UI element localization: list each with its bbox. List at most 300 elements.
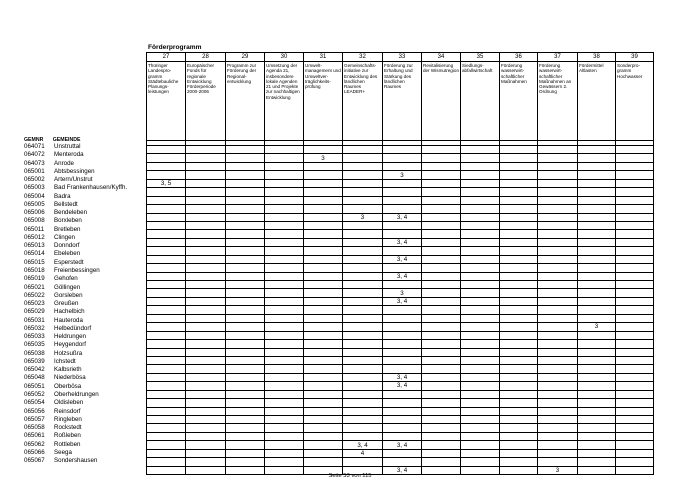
table-cell [500, 297, 538, 305]
table-cell [186, 449, 226, 457]
funding-table [146, 52, 654, 475]
municipality-code: 065013 [24, 242, 45, 250]
table-cell [343, 314, 383, 322]
table-cell [265, 390, 304, 398]
table-cell [500, 416, 538, 424]
table-cell [186, 348, 226, 356]
table-cell [383, 154, 422, 162]
municipality-row [24, 432, 127, 440]
municipality-code: 065005 [24, 200, 45, 208]
table-cell [578, 407, 616, 415]
municipality-name: Oberbösa [54, 382, 82, 390]
table-cell [538, 221, 578, 229]
table-cell [265, 449, 304, 457]
municipality-name: Clingen [54, 233, 75, 241]
table-cell [226, 441, 265, 449]
municipality-code: 065019 [24, 275, 45, 283]
table-cell [461, 171, 500, 179]
table-row [147, 297, 654, 305]
table-cell [422, 323, 461, 331]
table-cell [616, 205, 654, 213]
table-cell [186, 458, 226, 466]
table-cell [616, 449, 654, 457]
municipality-code: 065038 [24, 349, 45, 357]
table-cell [538, 416, 578, 424]
table-cell [616, 272, 654, 280]
table-cell [186, 272, 226, 280]
municipality-code: 064073 [24, 159, 45, 167]
table-cell [304, 205, 343, 213]
table-cell [343, 146, 383, 154]
municipality-row [24, 333, 127, 341]
table-cell [616, 424, 654, 432]
table-cell [304, 230, 343, 238]
table-cell [186, 297, 226, 305]
table-cell [461, 373, 500, 381]
table-cell [500, 154, 538, 162]
table-cell [147, 416, 186, 424]
table-cell [226, 399, 265, 407]
municipality-code: 065014 [24, 250, 45, 258]
table-cell [226, 213, 265, 221]
table-cell [265, 424, 304, 432]
table-cell [186, 171, 226, 179]
table-cell [538, 205, 578, 213]
table-cell: 3 [343, 213, 383, 221]
table-cell [343, 365, 383, 373]
table-cell [343, 382, 383, 390]
municipality-code: 065018 [24, 266, 45, 274]
table-cell [538, 424, 578, 432]
table-cell [422, 382, 461, 390]
table-cell [538, 281, 578, 289]
table-cell [304, 306, 343, 314]
municipality-row [24, 193, 127, 201]
table-cell [383, 281, 422, 289]
table-cell [186, 188, 226, 196]
table-cell [383, 314, 422, 322]
table-cell [578, 365, 616, 373]
table-cell [147, 399, 186, 407]
table-cell [304, 221, 343, 229]
municipality-code: 065021 [24, 283, 45, 291]
table-cell [265, 264, 304, 272]
municipality-row [24, 284, 127, 292]
table-row [147, 230, 654, 238]
table-cell [265, 340, 304, 348]
table-cell [147, 458, 186, 466]
table-cell [265, 323, 304, 331]
gemeinde-header: GEMEINDE [52, 137, 81, 143]
municipality-row [24, 300, 127, 308]
municipality-row [24, 416, 127, 424]
table-cell [226, 449, 265, 457]
table-cell [343, 390, 383, 398]
table-cell [186, 432, 226, 440]
table-cell [422, 238, 461, 246]
table-cell [461, 356, 500, 364]
table-cell [578, 441, 616, 449]
table-cell [538, 297, 578, 305]
table-cell [616, 323, 654, 331]
table-cell [422, 373, 461, 381]
program-number-row [147, 53, 654, 62]
table-cell [265, 171, 304, 179]
municipality-row [24, 424, 127, 432]
table-cell [147, 255, 186, 263]
table-cell [538, 179, 578, 187]
table-cell [500, 407, 538, 415]
program-description: Förderung zur Erhaltung und Stärkung des ländlichen Raumes [383, 62, 422, 141]
municipality-name: Göllingen [54, 283, 81, 291]
table-cell [304, 171, 343, 179]
table-cell [422, 272, 461, 280]
table-cell [226, 340, 265, 348]
table-cell [226, 356, 265, 364]
table-cell [383, 449, 422, 457]
table-cell [616, 306, 654, 314]
table-cell [616, 196, 654, 204]
table-cell [343, 179, 383, 187]
table-cell [147, 221, 186, 229]
table-cell [500, 441, 538, 449]
table-cell [461, 247, 500, 255]
table-cell [147, 188, 186, 196]
table-cell [343, 221, 383, 229]
table-cell [186, 146, 226, 154]
table-cell [226, 432, 265, 440]
table-cell [147, 331, 186, 339]
municipality-name: Bellstedt [54, 200, 78, 208]
program-description: Europäischer Fonds für regionale Entwicklung Förderperiode 2000-2006 [186, 62, 226, 141]
table-cell: 3, 4 [343, 441, 383, 449]
table-cell [538, 188, 578, 196]
municipality-name: Roßleben [54, 432, 81, 440]
table-cell [304, 146, 343, 154]
table-cell [578, 179, 616, 187]
table-cell [538, 230, 578, 238]
municipality-row [24, 217, 127, 225]
table-cell [265, 179, 304, 187]
table-cell [461, 382, 500, 390]
table-cell [265, 247, 304, 255]
table-cell [343, 272, 383, 280]
table-cell [265, 188, 304, 196]
table-cell [265, 356, 304, 364]
table-cell [186, 390, 226, 398]
table-cell [383, 424, 422, 432]
table-cell [383, 230, 422, 238]
table-row [147, 373, 654, 381]
table-cell [500, 205, 538, 213]
table-cell [383, 162, 422, 170]
table-cell [616, 390, 654, 398]
table-cell [422, 247, 461, 255]
municipality-code: 065023 [24, 300, 45, 308]
municipality-row [24, 374, 127, 382]
table-cell [578, 399, 616, 407]
program-number: 31 [304, 53, 343, 62]
table-cell [616, 432, 654, 440]
table-cell [461, 146, 500, 154]
municipality-code: 065048 [24, 374, 45, 382]
table-cell [578, 213, 616, 221]
table-row [147, 281, 654, 289]
table-cell: 3, 4 [383, 297, 422, 305]
table-cell [265, 238, 304, 246]
table-cell [304, 424, 343, 432]
table-cell [147, 230, 186, 238]
table-cell [343, 255, 383, 263]
table-cell [304, 331, 343, 339]
municipality-row [24, 449, 127, 457]
table-cell [422, 162, 461, 170]
table-cell [147, 373, 186, 381]
municipality-row [24, 325, 127, 333]
municipality-code: 065001 [24, 167, 45, 175]
table-cell [500, 365, 538, 373]
table-cell [578, 162, 616, 170]
table-cell [226, 171, 265, 179]
municipality-code: 065058 [24, 424, 45, 432]
table-cell [147, 323, 186, 331]
table-row [147, 205, 654, 213]
table-cell [343, 323, 383, 331]
program-number: 33 [383, 53, 422, 62]
program-description: Siedlungs-abfallwirtschaft [461, 62, 500, 141]
table-cell [265, 281, 304, 289]
table-cell [538, 314, 578, 322]
municipality-row [24, 242, 127, 250]
table-cell [616, 289, 654, 297]
municipality-row [24, 209, 127, 217]
gemnr-header: GEMNR [24, 137, 44, 143]
table-cell [265, 289, 304, 297]
table-cell [147, 297, 186, 305]
table-cell [383, 323, 422, 331]
municipality-name: Unstruttal [54, 143, 81, 150]
table-row [147, 171, 654, 179]
table-cell [578, 356, 616, 364]
table-cell [265, 348, 304, 356]
table-cell [578, 424, 616, 432]
table-cell [461, 458, 500, 466]
table-cell [461, 432, 500, 440]
table-cell [186, 154, 226, 162]
table-cell [461, 255, 500, 263]
table-cell [226, 458, 265, 466]
table-cell [578, 205, 616, 213]
table-cell [343, 407, 383, 415]
table-cell [616, 416, 654, 424]
table-cell [422, 424, 461, 432]
municipality-row [24, 151, 127, 159]
table-cell [578, 390, 616, 398]
table-cell: 3, 4 [383, 466, 422, 474]
municipality-row [24, 350, 127, 358]
table-cell [500, 323, 538, 331]
table-cell [461, 221, 500, 229]
municipality-name: Menteroda [54, 151, 84, 159]
table-cell [500, 272, 538, 280]
table-cell [616, 399, 654, 407]
table-cell [500, 221, 538, 229]
municipality-name: Niederbösa [54, 374, 86, 382]
table-cell [461, 390, 500, 398]
table-cell [461, 289, 500, 297]
table-cell [538, 272, 578, 280]
table-cell [265, 432, 304, 440]
table-cell [343, 238, 383, 246]
table-cell [422, 449, 461, 457]
municipality-name: Kalbsrieth [54, 366, 82, 374]
municipality-name: Oldisleben [54, 399, 84, 407]
table-cell [147, 407, 186, 415]
table-cell [616, 179, 654, 187]
table-cell [578, 432, 616, 440]
table-cell [226, 281, 265, 289]
table-cell [422, 179, 461, 187]
municipality-name: Donndorf [54, 242, 80, 250]
table-cell [578, 297, 616, 305]
table-cell [186, 356, 226, 364]
table-row [147, 416, 654, 424]
table-cell [304, 162, 343, 170]
table-cell [461, 306, 500, 314]
table-cell [147, 281, 186, 289]
municipality-code: 065052 [24, 390, 45, 398]
table-cell [500, 196, 538, 204]
municipality-name: Freienbessingen [54, 266, 100, 274]
table-cell [500, 348, 538, 356]
municipality-code: 065066 [24, 448, 45, 456]
program-number: 34 [422, 53, 461, 62]
table-cell [578, 247, 616, 255]
program-number: 37 [538, 53, 578, 62]
table-cell [383, 247, 422, 255]
table-cell [422, 255, 461, 263]
municipality-name: Sondershausen [54, 457, 98, 465]
table-cell [304, 399, 343, 407]
program-number: 36 [500, 53, 538, 62]
municipality-name: Bendeleben [54, 209, 88, 217]
table-cell [226, 230, 265, 238]
table-cell [538, 432, 578, 440]
table-cell [538, 449, 578, 457]
municipality-row [24, 201, 127, 209]
table-cell [383, 196, 422, 204]
municipality-code: 065011 [24, 225, 45, 233]
table-cell [147, 449, 186, 457]
program-number: 39 [616, 53, 654, 62]
table-cell [500, 314, 538, 322]
table-cell [343, 356, 383, 364]
table-cell [383, 331, 422, 339]
table-cell [538, 365, 578, 373]
table-cell [186, 424, 226, 432]
municipality-row [24, 366, 127, 374]
table-cell [383, 356, 422, 364]
table-cell: 3 [383, 171, 422, 179]
table-cell [578, 272, 616, 280]
table-cell [383, 205, 422, 213]
table-cell [304, 238, 343, 246]
table-cell [500, 255, 538, 263]
table-cell [422, 407, 461, 415]
table-cell [147, 432, 186, 440]
table-cell [461, 281, 500, 289]
municipality-name: Gorsleben [54, 291, 83, 299]
table-cell [538, 390, 578, 398]
table-cell [500, 306, 538, 314]
table-cell [578, 373, 616, 381]
table-cell [147, 289, 186, 297]
program-description: Umwelt-management und Umweltver-träglichkeits-prüfung [304, 62, 343, 141]
program-number: 38 [578, 53, 616, 62]
table-cell [304, 458, 343, 466]
table-cell [304, 390, 343, 398]
table-cell [616, 247, 654, 255]
table-cell [343, 264, 383, 272]
table-cell [578, 171, 616, 179]
table-cell [538, 407, 578, 415]
table-cell [265, 365, 304, 373]
table-cell [578, 221, 616, 229]
municipality-name: Artern/Unstrut [54, 176, 93, 184]
table-cell [265, 162, 304, 170]
table-cell: 3 [578, 323, 616, 331]
table-cell [422, 314, 461, 322]
table-cell [186, 407, 226, 415]
municipality-row [24, 168, 127, 176]
table-cell [461, 179, 500, 187]
municipality-row [24, 457, 127, 465]
table-cell [343, 281, 383, 289]
table-cell [226, 179, 265, 187]
program-description: Gemeinschafts-initiative zur Entwicklung des ländlichen Raumes LEADER+ [343, 62, 383, 141]
municipality-name: Heygendorf [54, 341, 86, 349]
table-cell [578, 449, 616, 457]
table-cell [265, 416, 304, 424]
table-cell [226, 314, 265, 322]
table-cell [422, 297, 461, 305]
table-cell [500, 188, 538, 196]
municipality-row [24, 184, 127, 192]
table-cell: 3, 4 [383, 255, 422, 263]
table-cell [226, 162, 265, 170]
table-cell [304, 289, 343, 297]
table-cell [186, 281, 226, 289]
table-row [147, 340, 654, 348]
table-cell [500, 230, 538, 238]
table-cell [461, 340, 500, 348]
table-cell [578, 196, 616, 204]
table-cell [538, 196, 578, 204]
table-cell [538, 171, 578, 179]
table-cell [147, 365, 186, 373]
table-cell [461, 205, 500, 213]
table-cell [422, 340, 461, 348]
table-cell [265, 221, 304, 229]
table-cell [265, 331, 304, 339]
table-cell [147, 154, 186, 162]
table-cell [578, 188, 616, 196]
municipality-name: Bretleben [54, 225, 81, 233]
table-cell [422, 230, 461, 238]
table-cell [500, 458, 538, 466]
municipality-row [24, 234, 127, 242]
table-cell [265, 196, 304, 204]
